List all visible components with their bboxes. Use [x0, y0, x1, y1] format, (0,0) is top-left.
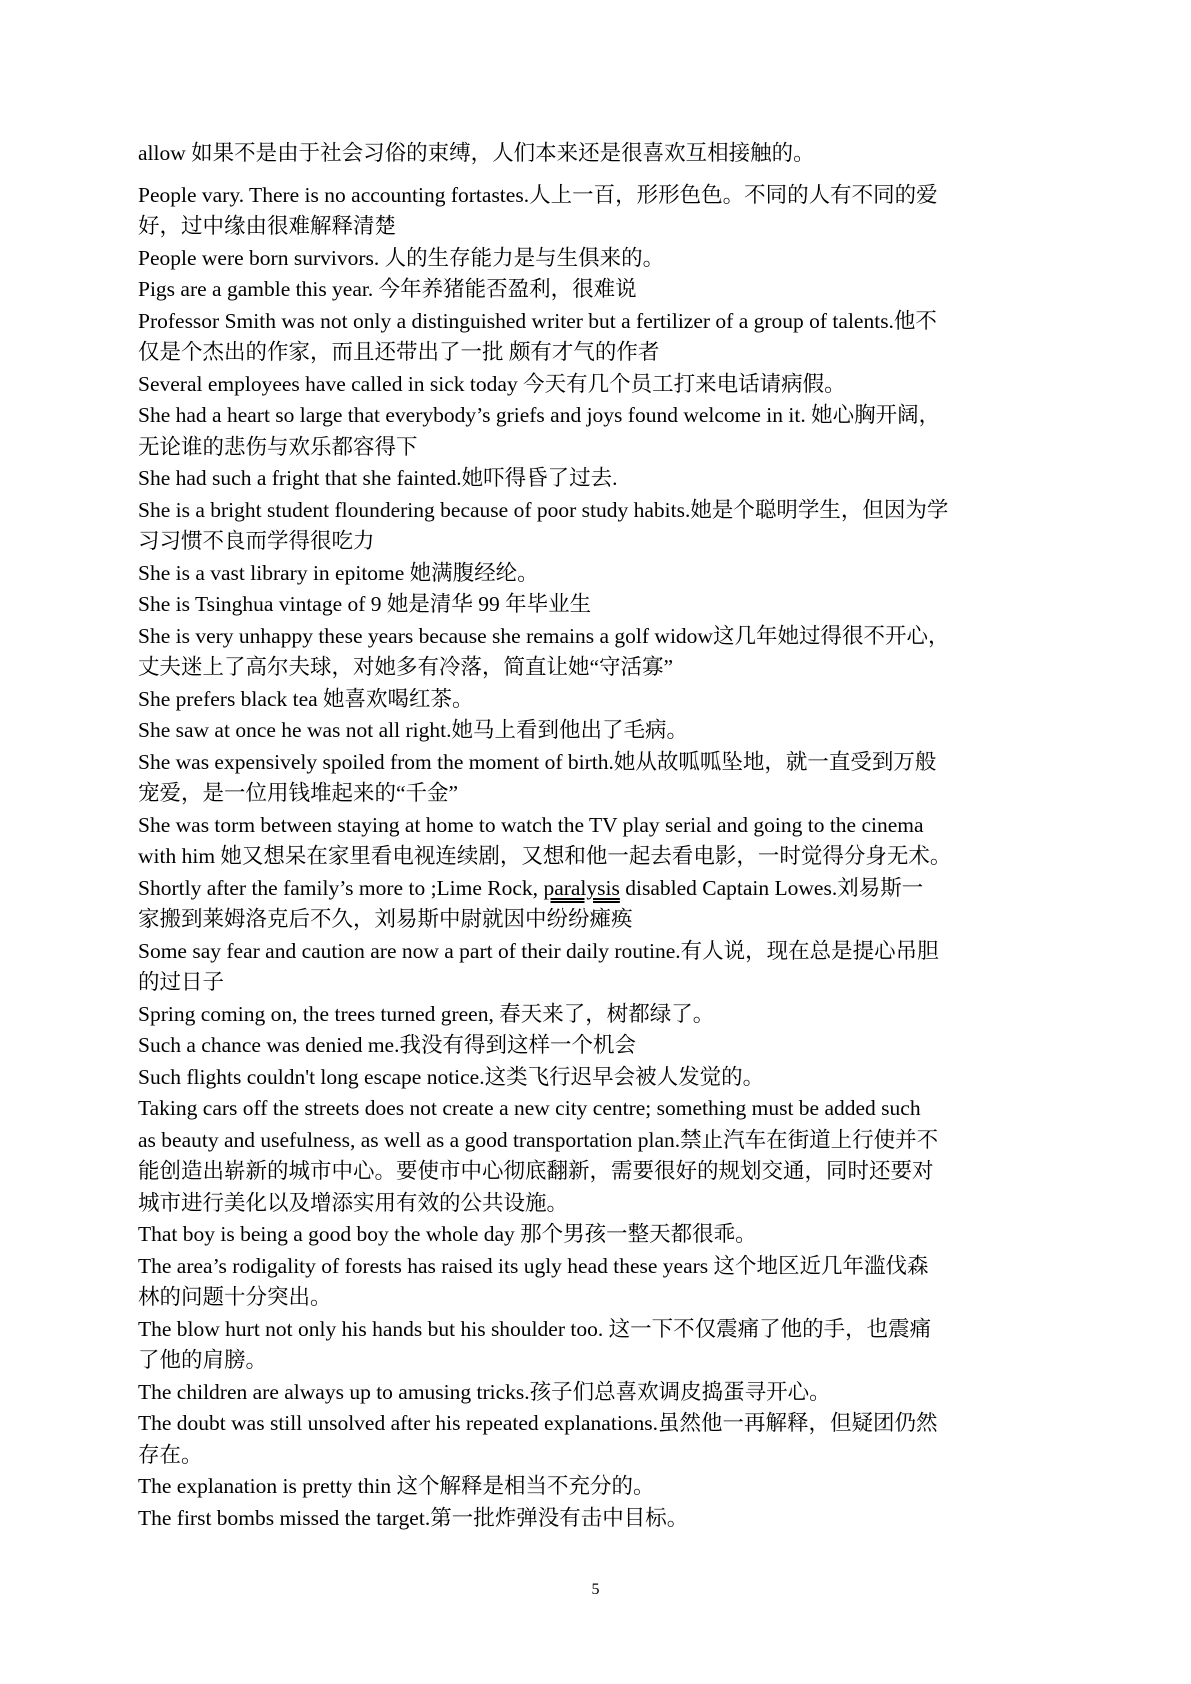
text-line: 丈夫迷上了高尔夫球，对她多有冷落，简直让她“守活寡” — [138, 655, 674, 679]
text-line: She is very unhappy these years because she remains a golf widow这几年她过得很不开心， — [138, 623, 950, 648]
text-line: The first bombs missed the target.第一批炸弹没有击中目标。 — [138, 1505, 689, 1530]
text-line: with him 她又想呆在家里看电视连续剧，又想和他一起去看电影，一时觉得分身无术。 — [138, 844, 952, 868]
text-line: 存在。 — [138, 1442, 203, 1467]
text-line: People were born survivors. 人的生存能力是与生俱来的。 — [138, 245, 665, 270]
text-line: She is a vast library in epitome 她满腹经纶。 — [138, 560, 539, 585]
text-line: People vary. There is no accounting fortastes.人上一百，形形色色。不同的人有不同的爱 — [138, 182, 938, 207]
text-line: She had a heart so large that everybody’s griefs and joys found welcome in it. 她心胸开阔， — [138, 403, 941, 427]
text-line: The explanation is pretty thin 这个解释是相当不充分的。 — [138, 1474, 655, 1498]
text-line: She was torm between staying at home to watch the TV play serial and going to the cinema — [138, 812, 924, 837]
text-line: 林的问题十分突出。 — [138, 1285, 332, 1309]
text-line: 仅是个杰出的作家，而且还带出了一批 颇有才气的作者 — [138, 340, 660, 364]
text-line: 了他的肩膀。 — [138, 1348, 268, 1372]
text-line: 宠爱，是一位用钱堆起来的“千金” — [138, 781, 459, 805]
text-line: The area’s rodigality of forests has raised its ugly head these years 这个地区近几年滥伐森 — [138, 1253, 929, 1278]
text-line: She prefers black tea 她喜欢喝红茶。 — [138, 686, 474, 711]
text-line: She is a bright student floundering because of poor study habits.她是个聪明学生，但因为学 — [138, 497, 949, 522]
text-line: Professor Smith was not only a distinguished writer but a fertilizer of a group of talents.他不 — [138, 308, 937, 333]
underlined-word: paralysis — [543, 875, 620, 900]
text-line: Several employees have called in sick today 今天有几个员工打来电话请病假。 — [138, 371, 846, 396]
text-body — [138, 138, 1058, 1534]
text-segment: disabled Captain Lowes.刘易斯一 — [619, 875, 924, 900]
text-line: 能创造出崭新的城市中心。要使市中心彻底翻新，需要很好的规划交通，同时还要对 — [138, 1159, 934, 1183]
text-line: That boy is being a good boy the whole day 那个男孩一整天都很乖。 — [138, 1222, 757, 1246]
text-line: 的过日子 — [138, 970, 225, 994]
text-line: She saw at once he was not all right.她马上看到他出了毛病。 — [138, 718, 688, 742]
text-line: 好，过中缘由很难解释清楚 — [138, 214, 397, 238]
text-line: 城市进行美化以及增添实用有效的公共设施。 — [138, 1190, 569, 1215]
text-line: 家搬到莱姆洛克后不久，刘易斯中尉就因中纷纷瘫痪 — [138, 907, 633, 931]
text-line: Such flights couldn't long escape notice.这类飞行迟早会被人发觉的。 — [138, 1064, 765, 1089]
text-line: 无论谁的悲伤与欢乐都容得下 — [138, 434, 418, 459]
text-segment: Shortly after the family’s more to ;Lime Rock, — [138, 875, 544, 900]
text-line: The blow hurt not only his hands but his shoulder too. 这一下不仅震痛了他的手，也震痛 — [138, 1316, 932, 1341]
text-line: Spring coming on, the trees turned green, 春天来了，树都绿了。 — [138, 1001, 715, 1026]
text-line: Pigs are a gamble this year. 今年养猪能否盈利，很难说 — [138, 277, 637, 301]
text-line: allow 如果不是由于社会习俗的束缚，人们本来还是很喜欢互相接触的。 — [138, 141, 815, 165]
text-line: Such a chance was denied me.我没有得到这样一个机会 — [138, 1033, 636, 1057]
text-line: She had such a fright that she fainted.她吓得昏了过去. — [138, 466, 618, 490]
text-line-with-underline — [138, 873, 1058, 905]
text-line: 习习惯不良而学得很吃力 — [138, 529, 375, 553]
text-line: She is Tsinghua vintage of 9 她是清华 99 年毕业生 — [138, 592, 592, 616]
text-line: as beauty and usefulness, as well as a good transportation plan.禁止汽车在街道上行使并不 — [138, 1127, 939, 1152]
text-line: Some say fear and caution are now a part of their daily routine.有人说，现在总是提心吊胆 — [138, 938, 939, 963]
text-line: The children are always up to amusing tricks.孩子们总喜欢调皮捣蛋寻开心。 — [138, 1379, 831, 1404]
text-line: Taking cars off the streets does not create a new city centre; something must be added such — [138, 1096, 921, 1120]
text-line: She was expensively spoiled from the moment of birth.她从故呱呱坠地，就一直受到万般 — [138, 749, 937, 774]
page-number: 5 — [591, 1581, 600, 1598]
text-line: The doubt was still unsolved after his repeated explanations.虽然他一再解释，但疑团仍然 — [138, 1411, 938, 1435]
